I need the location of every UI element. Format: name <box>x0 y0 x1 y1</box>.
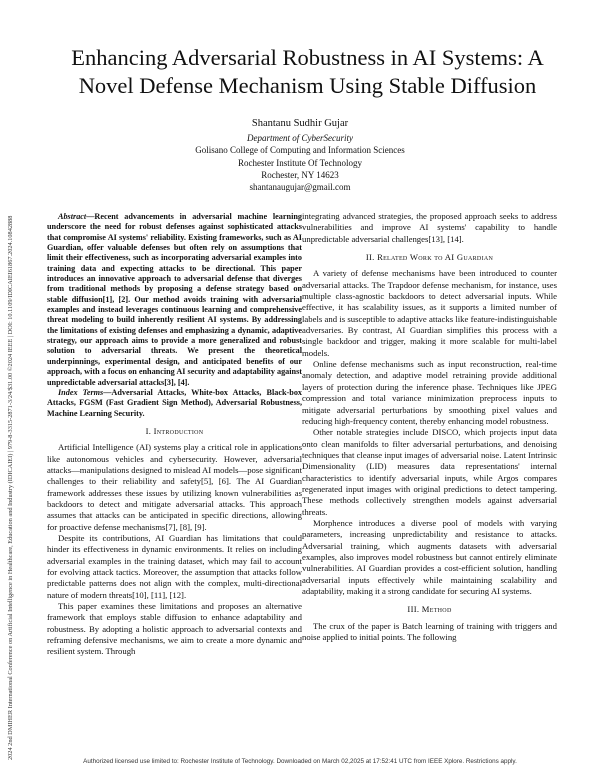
license-footer: Authorized licensed use limited to: Rochester Institute of Technology. Downloaded on March 02,2025 at 17:52:41 UTC from IEEE Xplore. Restrictions apply. <box>83 758 517 765</box>
section-heading-introduction: I. Introduction <box>145 425 204 436</box>
left-column <box>47 212 302 658</box>
right-column <box>302 211 557 643</box>
title-line-2: Novel Defense Mechanism Using Stable Diffusion <box>78 73 537 98</box>
index-terms <box>47 388 302 419</box>
intro-paragraph-2: Despite its contributions, AI Guardian has limitations that could hinder its effectiveness in dynamic environments. It relies on including adversarial examples in the training dataset, which may fail to account for evolving attack tactics. Moreover, the assumption that attacks follow predictable patterns does not align with the complex, multi-directional nature of modern threats[10], [11], [12]. <box>47 532 302 600</box>
sidebar-text: 2024 2nd DMIHER International Conference on Artificial Intelligence in Healthcare, Education and Industry (IDICAIEI) | 979-8-3315-2871-3/24/$31.00 ©2024 IEEE | DOI: 10.1109/IDICAIEI61867.2024.10842888 <box>7 215 14 760</box>
college: Golisano College of Computing and Information Sciences <box>195 145 405 156</box>
author-block <box>90 118 510 193</box>
abstract-text: —Recent advancements in adversarial machine learning underscore the need for robust defenses against sophisticated attacks that compromise AI systems' reliability. Existing frameworks, such as AI Guardian, offer valuable defenses but often rely on assumptions that limit their effectiveness, such as incorporating adversarial examples into training data and expecting attacks to be directional. This paper introduces an innovative approach to adversarial defense that diverges from traditional methods by proposing a defense strategy based on stable diffusion[1], [2]. Our method avoids training with adversarial examples and instead leverages continuous learning and comprehensive threat modeling to build inherently resilient AI systems. By addressing the limitations of existing defenses and emphasizing a dynamic, adaptive strategy, our approach aims to provide a more generalized and robust solution to adversarial threats. We present the theoretical underpinnings, experimental design, and anticipated benefits of our approach, with a focus on enhancing AI security and adaptability against unpredictable adversarial attacks[3], [4]. <box>47 212 302 387</box>
method-paragraph-1: The crux of the paper is Batch learning of training with triggers and noise applied to initial points. The following <box>302 620 557 643</box>
index-terms-label: Index Terms <box>58 387 104 397</box>
title-line-1: Enhancing Adversarial Robustness in AI Systems: A <box>71 45 544 70</box>
section-heading-method: III. Method <box>407 604 452 615</box>
related-work-paragraph-4: Morphence introduces a diverse pool of models with varying parameters, increasing unpredictability and resistance to attacks. Adversarial training, which augments datasets with adversarial examples, also improves model robustness but cannot entirely eliminate vulnerabilities. AI Guardian provides a cost-efficient solution, handling adversarial inputs effectively while maintaining scalability and adaptability, making it a strong candidate for securing AI systems. <box>302 517 557 596</box>
intro-paragraph-1: Artificial Intelligence (AI) systems play a critical role in applications like autonomous vehicles and cybersecurity. However, adversarial attacks—manipulations designed to mislead AI models—pose significant challenges to their reliability and safety[5], [6]. The AI Guardian framework addresses these issues by utilizing known vulnerabilities as backdoors to detect and mitigate adversarial attacks. This approach assumes that attacks can be anticipated in specific directions, allowing for proactive defense mechanisms[7], [8], [9]. <box>47 442 302 532</box>
related-work-paragraph-1: A variety of defense mechanisms have been introduced to counter adversarial attacks. The Trapdoor defense mechanism, for instance, uses multiple class-agnostic backdoors to detect adversarial inputs. While effective, it has scalability issues, as it supports a limited number of labels and is susceptible to adaptive attacks like feature-indistinguishable adversaries. By contrast, AI Guardian simplifies this process with a single backdoor and trigger, making it more scalable for multi-label models. <box>302 268 557 358</box>
abstract-label: Abstract <box>58 212 87 221</box>
paper-title <box>30 44 585 100</box>
institute: Rochester Institute Of Technology <box>238 157 362 168</box>
intro-continuation: integrating advanced strategies, the proposed approach seeks to address vulnerabilities and improve AI systems' capability to handle unpredictable adversarial challenges[13], [14]. <box>302 211 557 244</box>
section-heading-related-work: II. Related Work to AI Guardian <box>365 252 494 263</box>
location: Rochester, NY 14623 <box>261 169 339 180</box>
related-work-paragraph-3: Other notable strategies include DISCO, which projects input data onto clean manifolds to filter adversarial perturbations, and denoising techniques that cleanse input images of adversarial noise. Latent Intrinsic Dimensionality (LID) measures data representations' internal characteristics to identify adversarial inputs, while Argos compares regenerated input images with original predictions to detect tampering. These methods collectively strengthen models against adversarial threats. <box>302 427 557 517</box>
abstract <box>47 212 302 388</box>
email: shantanaugujar@gmail.com <box>249 182 351 193</box>
author-name: Shantanu Sudhir Gujar <box>251 118 349 129</box>
index-terms-text: —Adversarial Attacks, White-box Attacks, Black-box Attacks, FGSM (Fast Gradient Sign Method), Adversarial Robustness, Machine Learning Security. <box>47 387 303 418</box>
related-work-paragraph-2: Online defense mechanisms such as input reconstruction, real-time anomaly detection, and adaptive model retraining provide additional layers of protection during the inference phase. Techniques like JPEG compression and total variance minimization preprocess inputs to mitigate adversarial perturbations by smoothing pixel values and reducing high-frequency content, thereby enhancing model robustness. <box>302 359 557 426</box>
conference-sidebar <box>0 40 14 760</box>
intro-paragraph-3: This paper examines these limitations and proposes an alternative framework that employs stable diffusion to enhance adaptability and robustness. By adopting a holistic approach to adversarial contexts and reframing defensive mechanisms, we aim to create a more dynamic and resilient system. Through <box>47 601 302 657</box>
department: Department of CyberSecurity <box>247 133 353 144</box>
